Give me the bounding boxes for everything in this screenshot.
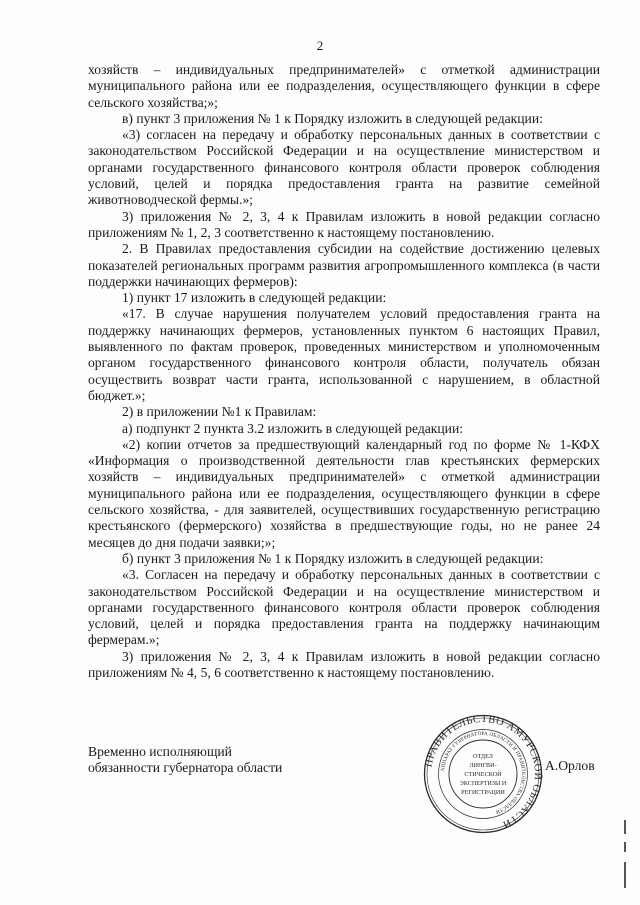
paragraph: а) подпункт 2 пункта 3.2 изложить в следующей редакции: xyxy=(122,420,463,436)
seal-center-line: ЭКСПЕРТИЗЫ И xyxy=(459,780,507,787)
paragraph: «3) согласен на передачу и обработку персональных данных в соответствии с законодательством Российской Федерации и на осуществление министерством и органами государственного финансового контроля области проверок соблюдения условий, целей и порядка предоставления гранта на развитие семейной животноводческой фермы.»; xyxy=(88,127,600,208)
scan-margin-mark xyxy=(624,842,626,852)
official-seal xyxy=(423,714,543,834)
seal-inner-text: АППАРАТ ГУБЕРНАТОРА ОБЛАСТИ И ПРАВИТЕЛЬСТВА ОБЛАСТИ xyxy=(440,730,527,815)
paragraph: 3) приложения № 2, 3, 4 к Правилам изложить в новой редакции согласно приложениям № 4, 5, 6 соответственно к настоящему постановлению. xyxy=(88,648,600,680)
position-line: обязанности губернатора области xyxy=(88,760,283,776)
page-number: 2 xyxy=(316,38,324,53)
signatory-position xyxy=(88,744,282,777)
signatory-name: А.Орлов xyxy=(545,758,595,773)
paragraph: 3) приложения № 2, 3, 4 к Правилам изложить в новой редакции согласно приложениям № 1, 2, 3 соответственно к настоящему постановлению. xyxy=(88,208,600,240)
paragraph: «3. Согласен на передачу и обработку персональных данных в соответствии с законодательством Российской Федерации и на осуществление министерством и органами государственного финансового контроля области проверок соблюдения условий, целей и порядка предоставления гранта на поддержку начинающим фермерам.»; xyxy=(88,567,600,648)
seal-center-line: СТИЧЕСКОЙ xyxy=(464,771,502,778)
paragraph: хозяйств – индивидуальных предпринимателей» с отметкой администрации муниципального района или ее подразделения, осуществляющего функции в сфере сельского хозяйства;»; xyxy=(88,62,600,110)
document-body xyxy=(88,62,600,681)
paragraph: б) пункт 3 приложения № 1 к Порядку изложить в следующей редакции: xyxy=(122,550,544,566)
paragraph: 2) в приложении №1 к Правилам: xyxy=(122,404,317,420)
paragraph: 1) пункт 17 изложить в следующей редакции: xyxy=(122,290,387,306)
seal-center-line: ЛИНГВИ- xyxy=(469,762,497,769)
scan-margin-mark xyxy=(624,820,626,834)
seal-outer-text: ПРАВИТЕЛЬСТВО АМУРСКОЙ ОБЛАСТИ xyxy=(423,714,543,830)
paragraph: 2. В Правилах предоставления субсидии на содействие достижению целевых показателей региональных программ развития агропромышленного комплекса (в части поддержки начинающих фермеров): xyxy=(88,241,600,289)
scan-margin-mark xyxy=(624,862,626,888)
position-line: Временно исполняющий xyxy=(88,744,232,759)
seal-center-line: РЕГИСТРАЦИИ xyxy=(461,789,505,796)
seal-center-line: ОТДЕЛ xyxy=(473,753,493,760)
paragraph: «17. В случае нарушения получателем условий предоставления гранта на поддержку начинающих фермеров, установленных пунктом 6 настоящих Правил, выявленного по фактам проверок, проведенных министерством и уполномоченным органом государственного финансового контроля области, получатель обязан осуществить возврат части гранта, использованной с нарушением, в областной бюджет.»; xyxy=(88,306,600,403)
paragraph: в) пункт 3 приложения № 1 к Порядку изложить в следующей редакции: xyxy=(122,110,543,126)
paragraph: «2) копии отчетов за предшествующий календарный год по форме № 1-КФХ «Информация о производственной деятельности глав крестьянских фермерских хозяйств – индивидуальных предпринимателей» с отметкой администрации муниципального района или ее подразделения, осуществляющего функции в сфере сельского хозяйства, - для заявителей, осуществивших государственную регистрацию крестьянского (фермерского) хозяйства в предшествующие годы, но не ранее 24 месяцев до дня подачи заявки;»; xyxy=(88,436,600,550)
